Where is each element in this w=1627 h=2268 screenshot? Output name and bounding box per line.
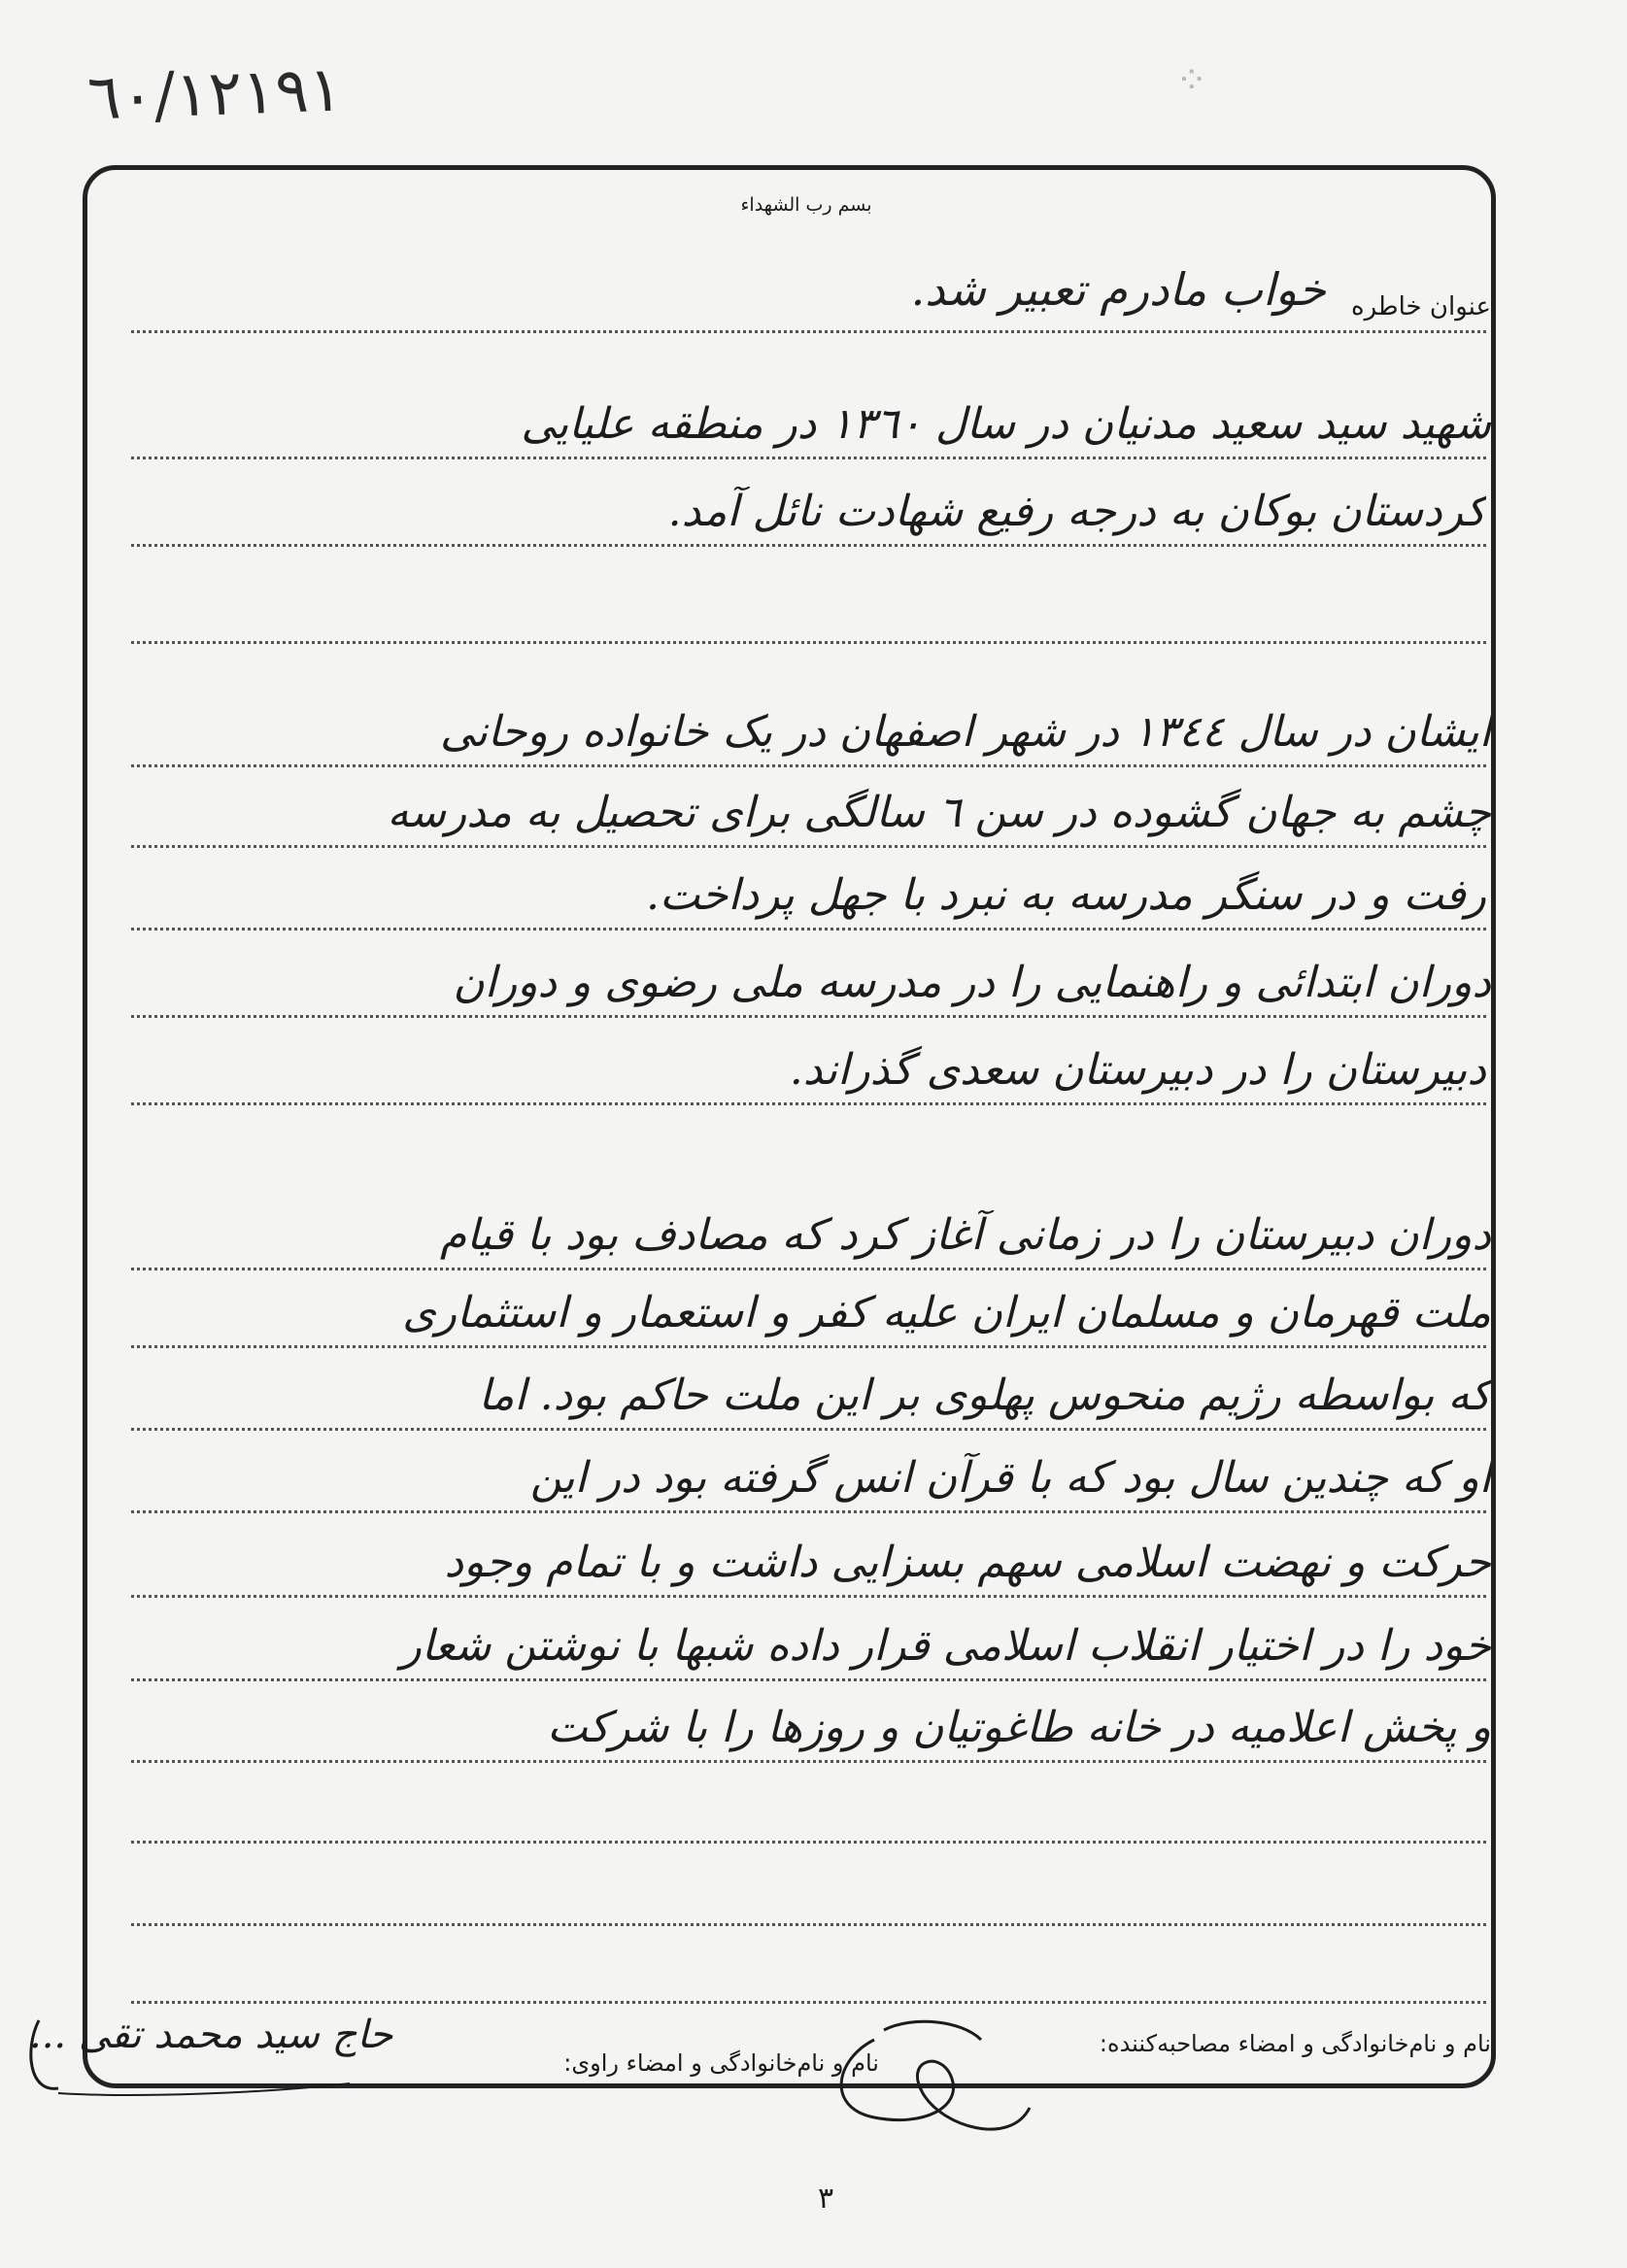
body-line — [131, 1537, 1491, 1598]
body-line — [131, 1209, 1491, 1270]
body-line — [131, 869, 1486, 931]
corner-smudge: ⁘ — [1175, 58, 1208, 103]
body-line-text: خود را در اختیار انقلاب اسلامی قرار داده شبها با نوشتن شعار — [400, 1621, 1491, 1671]
intro-line — [131, 486, 1486, 547]
body-line — [131, 957, 1491, 1018]
body-line-text: و پخش اعلامیه در خانه طاغوتیان و روزها را با شرکت — [547, 1703, 1491, 1752]
memoir-title-label: عنوان خاطره — [1350, 292, 1491, 322]
intro-line-text: شهید سید سعید مدنیان در سال ١٣٦٠ در منطقه علیایی — [521, 399, 1491, 449]
body-line-text: او که چندین سال بود که با قرآن انس گرفته بود در این — [529, 1453, 1491, 1503]
body-line — [131, 1370, 1491, 1431]
body-line — [131, 1044, 1486, 1105]
body-line-text: که بواسطه رژیم منحوس پهلوی بر این ملت حاکم بود. اما — [478, 1371, 1491, 1420]
body-line — [131, 706, 1491, 767]
title-dotted-line — [131, 330, 1486, 333]
body-line-text: چشم به جهان گشوده در سن ٦ سالگی برای تحصیل به مدرسه — [387, 788, 1491, 837]
intro-line-text: کردستان بوکان به درجه رفیع شهادت نائل آمد. — [667, 487, 1486, 536]
body-line-text: دوران ابتدائی و راهنمایی را در مدرسه ملی رضوی و دوران — [453, 958, 1491, 1007]
body-line — [131, 787, 1491, 848]
archive-number: ٦٠/١٢١٩١ — [85, 53, 344, 135]
body-line-text: دبیرستان را در دبیرستان سعدی گذراند. — [789, 1045, 1486, 1095]
body-line-text: حرکت و نهضت اسلامی سهم بسزایی داشت و با تمام وجود — [444, 1538, 1491, 1587]
blank-line — [131, 1792, 1486, 1844]
blank-line — [131, 583, 1486, 644]
narrator-signature-text: حاج سید محمد تقی ... — [29, 2013, 393, 2057]
page-number: ٣ — [818, 2182, 834, 2216]
narrator-label: نام و نام‌خانوادگی و امضاء راوی: — [563, 2049, 879, 2077]
body-line-text: ملت قهرمان و مسلمان ایران علیه کفر و استعمار و استثماری — [402, 1288, 1491, 1337]
body-line-text: دوران دبیرستان را در زمانی آغاز کرد که مصادف بود با قیام — [440, 1210, 1491, 1260]
body-line-text: رفت و در سنگر مدرسه به نبرد با جهل پرداخت. — [646, 870, 1486, 920]
body-line — [131, 1620, 1491, 1681]
interviewer-signature — [816, 2001, 1039, 2147]
intro-line — [131, 398, 1491, 459]
basmala-heading: بسم رب الشهداء — [740, 194, 872, 216]
body-line-text: ایشان در سال ١٣٤٤ در شهر اصفهان در یک خانواده روحانی — [440, 707, 1491, 757]
body-line — [131, 1287, 1491, 1348]
body-line — [131, 1452, 1491, 1513]
memoir-title-value: خواب مادرم تعبیر شد. — [910, 263, 1326, 316]
memoir-title-row — [131, 257, 1491, 335]
blank-line — [131, 1952, 1486, 2004]
body-line — [131, 1702, 1491, 1763]
blank-line — [131, 1875, 1486, 1926]
interviewer-label: نام و نام‌خانوادگی و امضاء مصاحبه‌کننده: — [1099, 2030, 1491, 2057]
